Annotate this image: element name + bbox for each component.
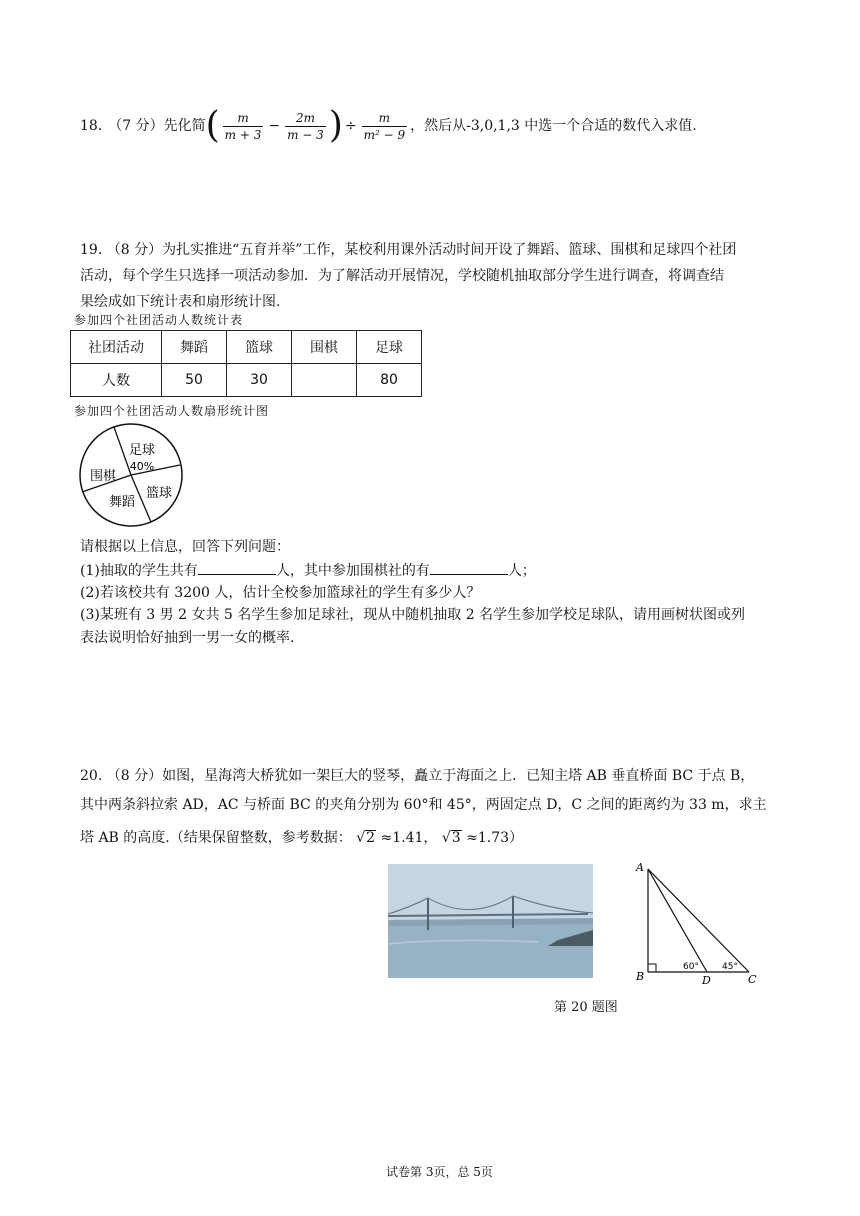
pie-label-football: 足球: [128, 443, 156, 458]
approx-1: ≈1.41，: [380, 830, 438, 846]
approx-2: ≈1.73）: [466, 830, 524, 846]
q18: [80, 106, 697, 146]
q19-line-2: 活动，每个学生只选择一项活动参加．为了解活动开展情况，学校随机抽取部分学生进行调查，将调查结: [80, 268, 724, 284]
q18-tail: ，然后从-3,0,1,3 中选一个合适的数代入求值.: [410, 118, 697, 134]
sqrt-symbol: √: [356, 830, 366, 846]
label-d: D: [702, 974, 711, 984]
answer-blank-go[interactable]: [430, 560, 508, 575]
sub1-part-b: 人，其中参加围棋社的有: [275, 563, 430, 579]
answer-blank-total[interactable]: [198, 560, 276, 575]
table-header-cell: 围棋: [292, 331, 357, 364]
triangle-figure: [632, 859, 762, 984]
sqrt-2-radicand: 2: [366, 830, 376, 846]
stat-table: [70, 330, 422, 397]
table-cell: 50: [162, 364, 227, 397]
angle-45-label: 45°: [722, 962, 738, 972]
pie-title: 参加四个社团活动人数扇形统计图: [74, 404, 270, 418]
sub1-part-c: 人；: [507, 563, 536, 579]
fraction-2: [285, 110, 326, 143]
q18-score: （7 分）先化简: [108, 118, 206, 134]
q19-sub-1: [80, 560, 536, 581]
right-paren: ): [328, 105, 343, 146]
fraction-1-denominator: m + 3: [224, 127, 262, 142]
q20-line-3-text: 塔 AB 的高度.（结果保留整数，参考数据：: [80, 830, 352, 846]
pie-chart: [76, 420, 186, 530]
q20-line-2: 其中两条斜拉索 AD，AC 与桥面 BC 的夹角分别为 60°和 45°，两固定点 D，C 之间的距离约为 33 m，求主: [80, 797, 767, 813]
bridge-photo: [388, 864, 593, 978]
table-row: [71, 364, 422, 397]
angle-60-label: 60°: [683, 962, 699, 972]
q19-line-3: 果绘成如下统计表和扇形统计图.: [80, 294, 281, 310]
q18-number: 18.: [80, 118, 103, 134]
q19-sub-3-line-2: 表法说明恰好抽到一男一女的概率.: [80, 630, 295, 646]
pie-label-basketball: 篮球: [145, 486, 173, 501]
page-footer: 试卷第 3页，总 5页: [386, 1165, 493, 1179]
pie-label-dance: 舞蹈: [108, 495, 136, 510]
pie-label-football-pct: 40%: [129, 460, 155, 473]
sub1-part-a: (1)抽取的学生共有: [80, 563, 198, 579]
right-angle-mark: [648, 964, 656, 972]
left-paren: (: [205, 105, 220, 146]
table-cell: 80: [357, 364, 422, 397]
fraction-2-denominator: m − 3: [287, 127, 324, 142]
label-c: C: [748, 973, 757, 984]
table-header-cell: 足球: [357, 331, 422, 364]
table-header-cell: 篮球: [227, 331, 292, 364]
fraction-2-numerator: 2m: [285, 110, 326, 127]
minus-sign: −: [268, 118, 281, 134]
figure-caption: 第 20 题图: [554, 1000, 618, 1015]
label-a: A: [636, 861, 644, 874]
divide-sign: ÷: [344, 118, 357, 134]
table-cell: [292, 364, 357, 397]
fraction-1: [223, 110, 264, 143]
sea: [388, 924, 593, 978]
table-header-cell: 舞蹈: [162, 331, 227, 364]
sqrt-3-radicand: 3: [451, 830, 461, 846]
fraction-1-numerator: m: [223, 110, 264, 127]
fraction-3-numerator: m: [362, 110, 408, 127]
table-cell: 人数: [71, 364, 162, 397]
q20-line-3: [80, 828, 523, 848]
fraction-3: [362, 110, 408, 143]
table-title: 参加四个社团活动人数统计表: [74, 313, 244, 327]
q19-sub-3-line-1: (3)某班有 3 男 2 女共 5 名学生参加足球社，现从中随机抽取 2 名学生参加学校足球队，请用画树状图或列: [80, 607, 746, 623]
q20-line-1: 20. （8 分）如图，星海湾大桥犹如一架巨大的竖琴，矗立于海面之上．已知主塔 AB 垂直桥面 BC 于点 B，: [80, 768, 755, 784]
q19-prompt: 请根据以上信息，回答下列问题：: [80, 539, 290, 555]
label-b: B: [636, 970, 645, 983]
table-header-cell: 社团活动: [71, 331, 162, 364]
sqrt-symbol: √: [441, 830, 451, 846]
q19-sub-2: (2)若该校共有 3200 人，估计全校参加篮球社的学生有多少人？: [80, 585, 481, 601]
pie-label-go: 围棋: [89, 469, 117, 484]
fraction-3-denominator: m² − 9: [363, 127, 406, 142]
table-header-row: [71, 331, 422, 364]
table-cell: 30: [227, 364, 292, 397]
q19-line-1: 19. （8 分）为扎实推进“五育并举”工作，某校利用课外活动时间开设了舞蹈、篮球、围棋和足球四个社团: [80, 242, 737, 258]
